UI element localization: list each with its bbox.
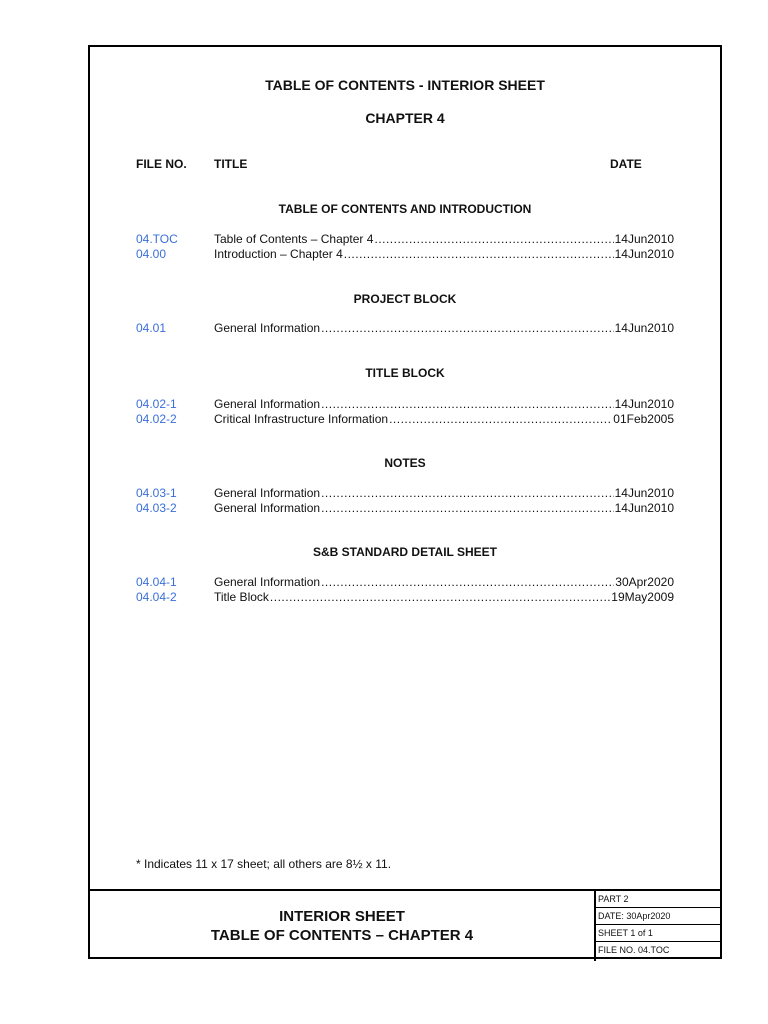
section-heading-project-block: PROJECT BLOCK xyxy=(353,292,457,306)
sheet-count: SHEET 1 of 1 xyxy=(596,925,720,942)
file-number-link[interactable]: 04.02-2 xyxy=(136,412,177,426)
toc-row xyxy=(136,486,674,501)
file-number-link[interactable]: 04.03-1 xyxy=(136,486,177,500)
dot-leader xyxy=(321,575,614,590)
file-number-link[interactable]: 04.04-2 xyxy=(136,590,177,604)
toc-row xyxy=(136,412,674,427)
toc-row xyxy=(136,247,674,262)
toc-row xyxy=(136,501,674,516)
title-block xyxy=(90,889,720,961)
section-heading-toc-intro: TABLE OF CONTENTS AND INTRODUCTION xyxy=(278,202,532,216)
entry-title: Introduction – Chapter 4 xyxy=(214,247,343,261)
section-heading-title-block: TITLE BLOCK xyxy=(365,366,445,380)
sheet-date: DATE: 30Apr2020 xyxy=(596,908,720,925)
toc-row xyxy=(136,232,674,247)
file-number: FILE NO. 04.TOC xyxy=(598,945,670,955)
entry-date: 14Jun2010 xyxy=(614,321,674,335)
title-block-line2: TABLE OF CONTENTS – CHAPTER 4 xyxy=(210,927,474,944)
column-header-title: TITLE xyxy=(214,157,248,171)
toc-row xyxy=(136,321,674,336)
part-number: PART 2 xyxy=(596,891,720,908)
page-title: TABLE OF CONTENTS - INTERIOR SHEET xyxy=(265,77,545,93)
entry-title: Table of Contents – Chapter 4 xyxy=(214,232,374,246)
entry-date: 19May2009 xyxy=(611,590,674,604)
file-number-link[interactable]: 04.TOC xyxy=(136,232,178,246)
dot-leader xyxy=(321,321,614,336)
column-header-file-no: FILE NO. xyxy=(136,157,187,171)
section-heading-sb-standard-detail: S&B STANDARD DETAIL SHEET xyxy=(312,545,497,559)
entry-title: General Information xyxy=(214,486,321,500)
entry-title: General Information xyxy=(214,575,321,589)
entry-date: 14Jun2010 xyxy=(614,247,674,261)
entry-date: 01Feb2005 xyxy=(613,412,674,426)
file-number-link[interactable]: 04.02-1 xyxy=(136,397,177,411)
footnote: * Indicates 11 x 17 sheet; all others are 8½ x 11. xyxy=(136,857,392,871)
entry-date: 14Jun2010 xyxy=(614,232,674,246)
entry-title: Title Block xyxy=(214,590,269,604)
entry-title: General Information xyxy=(214,321,321,335)
dot-leader xyxy=(321,397,614,412)
dot-leader xyxy=(321,501,614,516)
column-header-date: DATE xyxy=(610,157,642,171)
toc-row xyxy=(136,575,674,590)
entry-title: General Information xyxy=(214,501,321,515)
chapter-title: CHAPTER 4 xyxy=(365,110,445,126)
document-sheet xyxy=(88,45,722,959)
entry-date: 14Jun2010 xyxy=(614,486,674,500)
title-block-main xyxy=(90,891,596,961)
entry-date: 14Jun2010 xyxy=(614,501,674,515)
entry-date: 14Jun2010 xyxy=(614,397,674,411)
toc-row xyxy=(136,397,674,412)
entry-title: Critical Infrastructure Information xyxy=(214,412,389,426)
dot-leader xyxy=(389,412,612,427)
dot-leader xyxy=(270,590,610,605)
dot-leader xyxy=(321,486,614,501)
file-number-link[interactable]: 04.01 xyxy=(136,321,167,335)
title-block-line1: INTERIOR SHEET xyxy=(279,908,405,925)
dot-leader xyxy=(344,247,614,262)
toc-row xyxy=(136,590,674,605)
entry-title: General Information xyxy=(214,397,321,411)
file-number-link[interactable]: 04.04-1 xyxy=(136,575,177,589)
section-heading-notes: NOTES xyxy=(384,456,426,470)
title-block-info xyxy=(596,891,720,961)
entry-date: 30Apr2020 xyxy=(615,575,674,589)
file-number-link[interactable]: 04.03-2 xyxy=(136,501,177,515)
dot-leader xyxy=(374,232,613,247)
file-number-link[interactable]: 04.00 xyxy=(136,247,167,261)
